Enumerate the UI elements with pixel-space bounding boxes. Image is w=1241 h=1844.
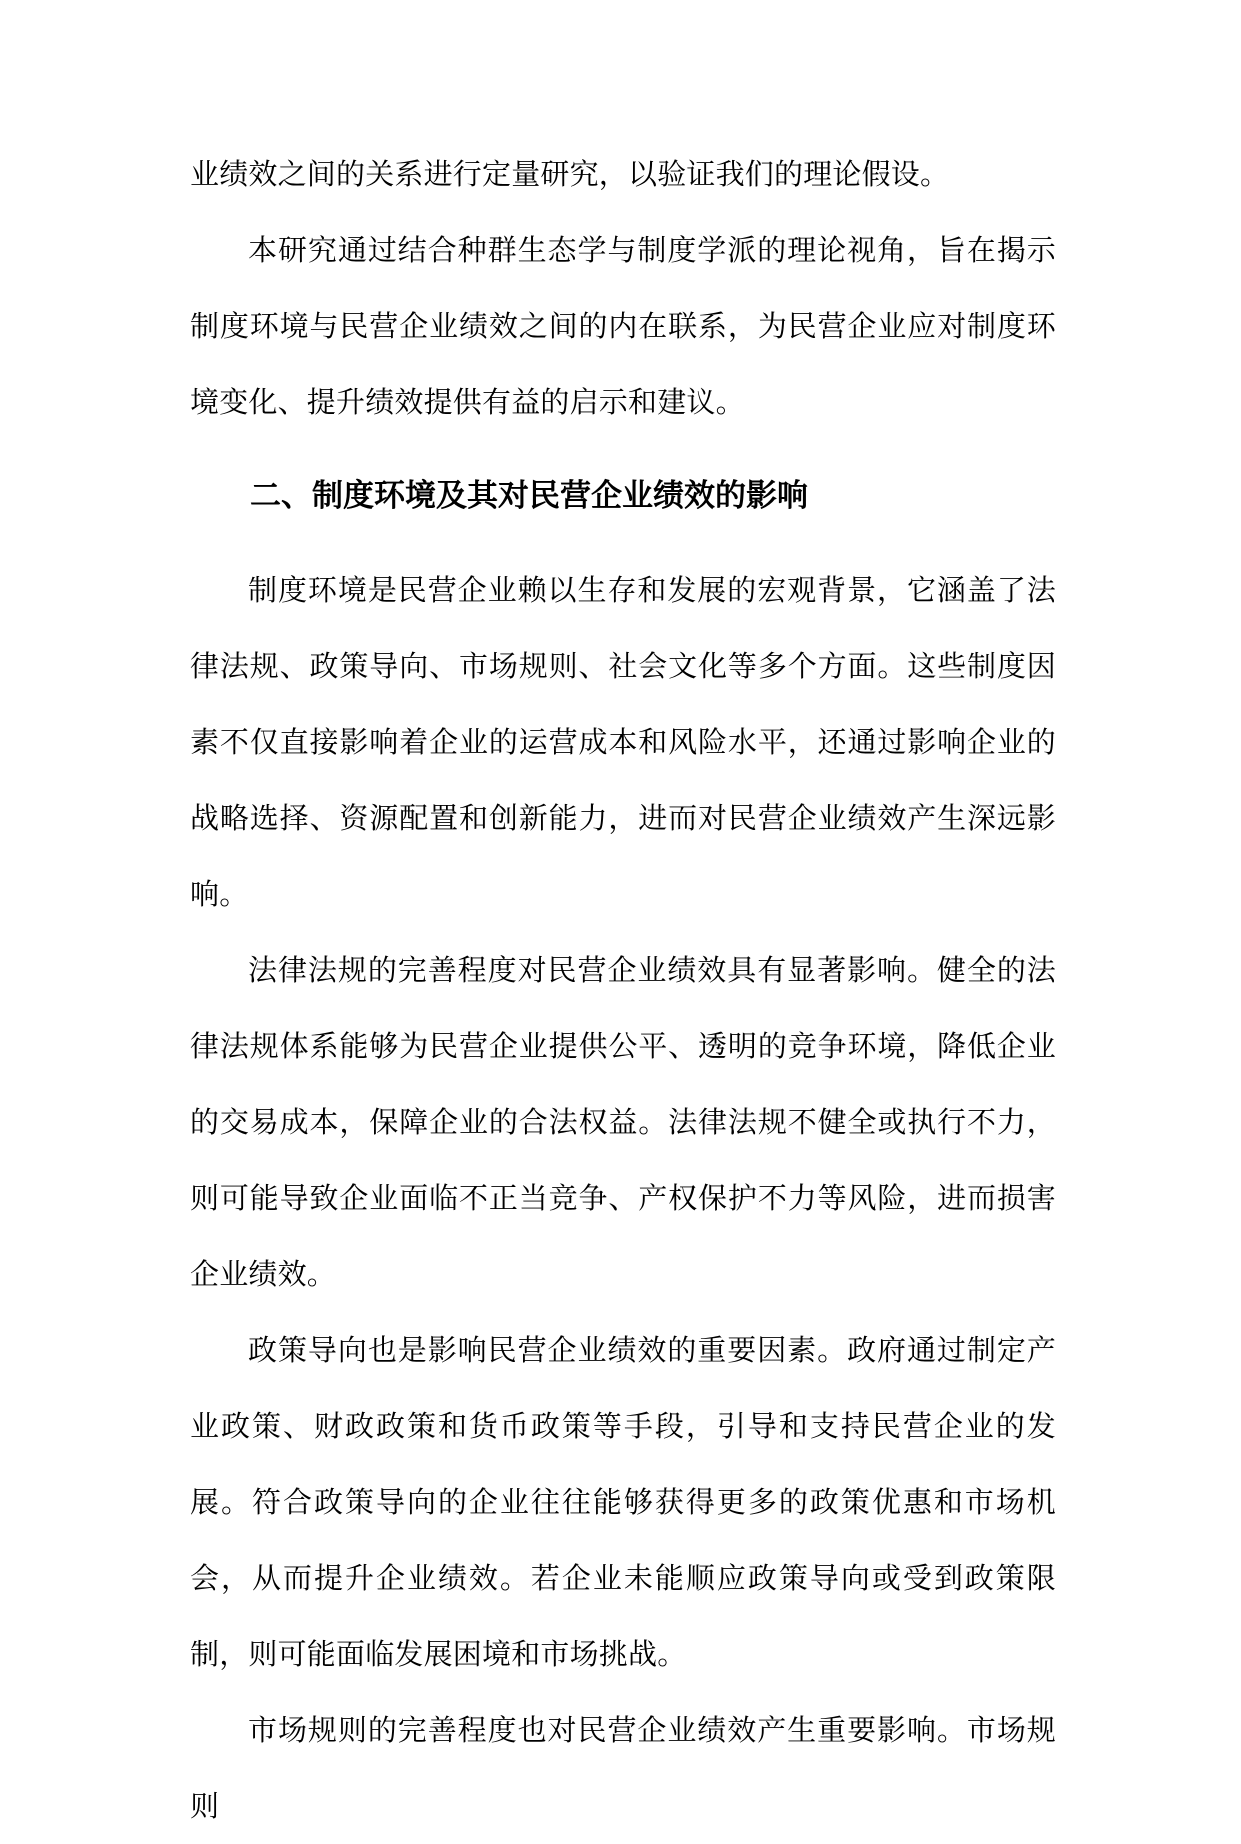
paragraph-research-purpose: 本研究通过结合种群生态学与制度学派的理论视角，旨在揭示制度环境与民营企业绩效之间的内在联系，为民营企业应对制度环境变化、提升绩效提供有益的启示和建议。	[190, 233, 1056, 419]
section-heading: 二、制度环境及其对民营企业绩效的影响	[250, 478, 808, 514]
document-body	[190, 136, 1056, 1844]
paragraph-laws-regulations: 法律法规的完善程度对民营企业绩效具有显著影响。健全的法律法规体系能够为民营企业提供公平、透明的竞争环境，降低企业的交易成本，保障企业的合法权益。法律法规不健全或执行不力，则可能导致企业面临不正当竞争、产权保护不力等风险，进而损害企业绩效。	[190, 953, 1056, 1291]
paragraph-institutional-environment: 制度环境是民营企业赖以生存和发展的宏观背景，它涵盖了法律法规、政策导向、市场规则、社会文化等多个方面。这些制度因素不仅直接影响着企业的运营成本和风险水平，还通过影响企业的战略选择、资源配置和创新能力，进而对民营企业绩效产生深远影响。	[190, 573, 1056, 911]
paragraph-policy-orientation: 政策导向也是影响民营企业绩效的重要因素。政府通过制定产业政策、财政政策和货币政策等手段，引导和支持民营企业的发展。符合政策导向的企业往往能够获得更多的政策优惠和市场机会，从而提升企业绩效。若企业未能顺应政策导向或受到政策限制，则可能面临发展困境和市场挑战。	[190, 1333, 1056, 1671]
paragraph-continuation: 业绩效之间的关系进行定量研究，以验证我们的理论假设。	[190, 157, 950, 191]
paragraph-market-rules: 市场规则的完善程度也对民营企业绩效产生重要影响。市场规则	[190, 1713, 1056, 1823]
